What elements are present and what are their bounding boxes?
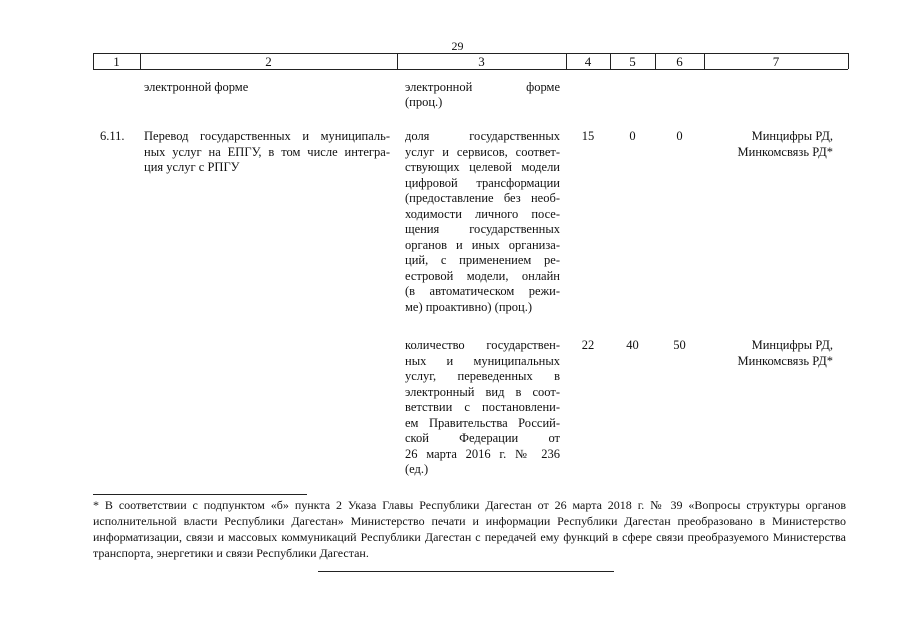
- indicator-line: доля государственных: [405, 129, 560, 143]
- row-name-line: ных услуг на ЕПГУ, в том числе интегра-: [144, 144, 390, 159]
- indicator-1-text: [405, 129, 560, 315]
- header-col-3: 3: [478, 54, 485, 69]
- indicator-line: ветствии с постановлени-: [405, 400, 560, 414]
- executor-line: Минцифры РД,: [751, 338, 833, 352]
- indicator-line: услуг, переведенных в: [405, 369, 560, 383]
- indicator-line: цифровой трансформации: [405, 175, 560, 190]
- header-col-5: 5: [629, 54, 636, 69]
- indicator-2-col-5: 40: [626, 338, 639, 352]
- indicator-line: щения государственных: [405, 222, 560, 236]
- header-bottom-rule: [93, 69, 848, 70]
- header-col-2: 2: [265, 54, 272, 69]
- continuation-col-3-word1: электронной: [405, 80, 473, 94]
- row-number: 6.11.: [100, 129, 125, 143]
- continuation-col-2: электронной форме: [144, 80, 249, 94]
- indicator-2-col-4: 22: [581, 338, 595, 352]
- indicator-line: (ед.): [405, 462, 429, 476]
- indicator-line: 26 марта 2016 г. № 236: [405, 446, 560, 461]
- indicator-line: (в автоматическом режи-: [405, 284, 560, 298]
- executor-line: Минкомсвязь РД*: [737, 144, 833, 159]
- end-rule: [318, 571, 614, 572]
- indicator-1-col-4: 15: [581, 129, 595, 143]
- footnote-separator: [93, 494, 307, 495]
- indicator-line: ствующих целевой модели: [405, 160, 560, 174]
- indicator-line: электронный вид в соот-: [405, 384, 560, 399]
- executor-line: Минкомсвязь РД*: [737, 353, 833, 368]
- indicator-line: количество государствен-: [405, 338, 560, 352]
- indicator-1-executor: [706, 129, 833, 160]
- continuation-col-3-word2: форме: [526, 80, 560, 94]
- indicator-line: ме) проактивно) (проц.): [405, 299, 533, 314]
- header-col-1: 1: [113, 54, 120, 69]
- header-col-4: 4: [584, 54, 592, 69]
- indicator-2-col-6: 50: [673, 338, 686, 352]
- indicator-line: ской Федерации от: [405, 431, 560, 445]
- executor-line: Минцифры РД,: [751, 129, 833, 143]
- header-divider: [848, 53, 849, 69]
- page-number: 29: [451, 39, 464, 53]
- indicator-1-col-6: 0: [676, 129, 683, 143]
- header-col-6: 6: [676, 54, 683, 69]
- row-name: [144, 129, 390, 176]
- indicator-2-executor: [706, 338, 833, 369]
- row-name-line: Перевод государственных и муниципаль-: [144, 129, 390, 143]
- indicator-line: (предоставление без необ-: [405, 191, 560, 205]
- header-col-7: 7: [772, 54, 780, 69]
- indicator-line: услуг и сервисов, соответ-: [405, 144, 560, 159]
- continuation-col-3-line2: (проц.): [405, 95, 443, 109]
- footnote: * В соответствии с подпунктом «б» пункта 2 Указа Главы Республики Дагестан от 26 марта 2018 г. № 39 «Вопросы структуры органов исполнительной власти Республики Дагестан» Министерство печати и информации Республики Дагестан преобразовано в Министерство информатизации, связи и массовых коммуникаций Республики Дагестан с передачей ему функций в сфере связи преобразуемого Министерства транспорта, энергетики и связи Республики Дагестан.: [93, 498, 846, 560]
- indicator-2-text: [405, 338, 560, 478]
- indicator-line: естровой модели, онлайн: [405, 268, 560, 283]
- indicator-line: ем Правительства Россий-: [405, 415, 560, 430]
- indicator-line: ций, с применением ре-: [405, 253, 560, 267]
- indicator-line: ходимости личного посе-: [405, 206, 560, 221]
- indicator-1-col-5: 0: [629, 129, 636, 143]
- row-name-line: ция услуг с РПГУ: [144, 160, 240, 174]
- indicator-line: органов и иных организа-: [405, 237, 560, 252]
- indicator-line: ных и муниципальных: [405, 353, 560, 368]
